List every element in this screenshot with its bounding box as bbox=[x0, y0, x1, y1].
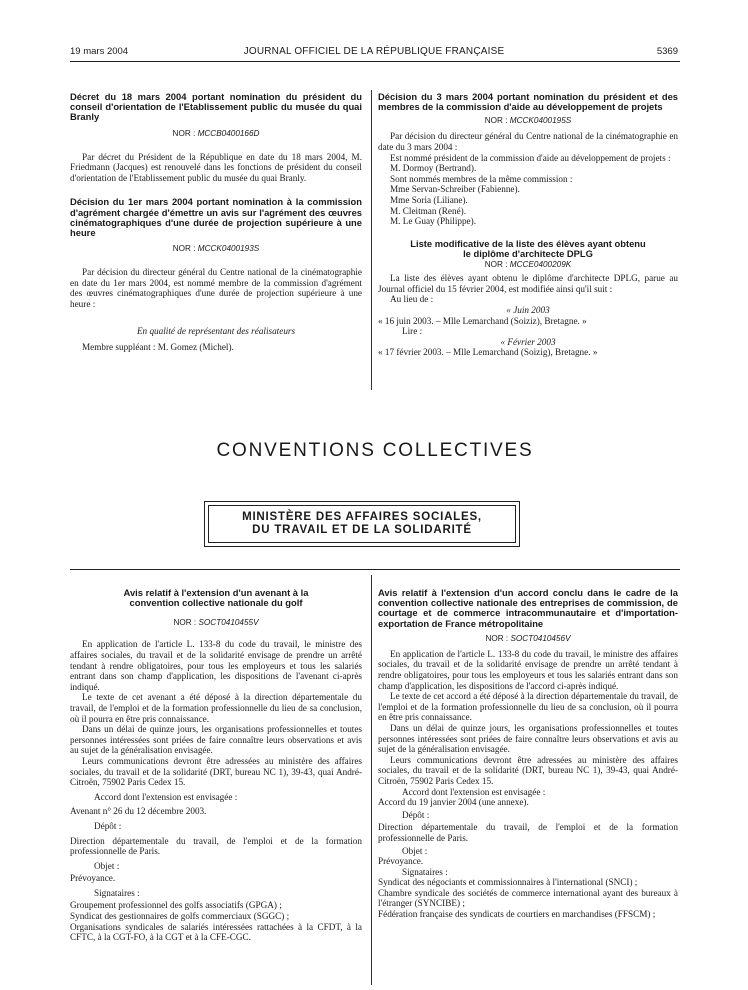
signataire-line: Chambre syndicale des sociétés de commerce international ayant des bureaux à l'étranger (SYNCIBE) ; bbox=[378, 887, 678, 909]
left-top-column bbox=[70, 92, 362, 353]
article-paragraph: Par décision du directeur général du Centre national de la cinématographie en date du 1er mars 2004, est nommé membre de la commission d'agrément des œuvres cinématographiques d'une durée de projection supérieure à une heure : bbox=[70, 267, 362, 309]
column-divider-top bbox=[371, 90, 372, 390]
member-line: Mme Servan-Schreiber (Fabienne). bbox=[390, 184, 520, 195]
right-bottom-column bbox=[378, 588, 678, 920]
list-line: « 17 février 2003. – Mlle Lemarchand (Soizig), Bretagne. » bbox=[378, 347, 598, 358]
article-title: Liste modificative de la liste des élèves ayant obtenu le diplôme d'architecte DPLG bbox=[410, 237, 646, 259]
article-paragraph: Leurs communications devront être adressées au ministère des affaires sociales, du travail et de la solidarité (DRT, bureau NC 1), 39-43, quai André-Citroën, 75902 Paris Cedex 15. bbox=[378, 754, 678, 786]
left-bottom-column bbox=[70, 588, 362, 943]
depot-label: Dépôt : bbox=[94, 820, 122, 831]
article-title: Avis relatif à l'extension d'un accord conclu dans le cadre de la convention collective nationale des entreprises de commission, de courtage et de commerce intracommunautaire et d'importation-exportation de France métropolitaine bbox=[378, 587, 678, 629]
objet-label: Objet : bbox=[402, 845, 428, 856]
article-title: Décision du 3 mars 2004 portant nomination du président et des membres de la commission d'aide au développement de projets bbox=[378, 91, 678, 113]
ministry-box bbox=[208, 505, 516, 543]
members-intro: Sont nommés membres de la même commission : bbox=[390, 173, 573, 184]
article-paragraph: Dans un délai de quinze jours, les organisations professionnelles et toutes personnes intéressées sont priées de faire connaître leurs observations et avis au sujet de la généralisation envisagée. bbox=[70, 724, 362, 756]
signataire-line: Fédération française des syndicats de courtiers en marchandises (FFSCM) ; bbox=[378, 909, 656, 920]
depot-value: Direction départementale du travail, de l'emploi et de la formation professionnelle de Paris. bbox=[378, 822, 678, 843]
header-journal-title: JOURNAL OFFICIEL DE LA RÉPUBLIQUE FRANÇAISE bbox=[243, 46, 505, 57]
article-paragraph: Par décision du directeur général du Centre national de la cinématographie en date du 3 mars 2004 : bbox=[378, 131, 678, 152]
objet-value: Prévoyance. bbox=[378, 856, 424, 867]
nor-reference: NOR : MCCK0400195S bbox=[484, 116, 572, 126]
accord-label: Accord dont l'extension est envisagée : bbox=[402, 786, 546, 797]
nor-reference: NOR : MCCB0400166D bbox=[172, 128, 260, 138]
accord-value: Accord du 19 janvier 2004 (une annexe). bbox=[378, 797, 529, 808]
nor-reference: NOR : MCCK0400193S bbox=[172, 244, 260, 254]
article-paragraph: En application de l'article L. 133-8 du code du travail, le ministre des affaires sociales, du travail et de la solidarité envisage de prendre un arrêté tendant à rendre obligatoires, pour tous les employeurs et tous les salariés entrant dans son champ d'application, les dispositions de l'accord ci-après indiqué. bbox=[378, 648, 678, 691]
ministry-line: MINISTÈRE DES AFFAIRES SOCIALES, bbox=[242, 511, 482, 523]
president-line: M. Dormoy (Bertrand). bbox=[390, 163, 477, 174]
depot-value: Direction départementale du travail, de l'emploi et de la formation professionnelle de Paris. bbox=[70, 835, 362, 857]
nor-reference: NOR : SOCT0410455V bbox=[173, 618, 259, 628]
objet-label: Objet : bbox=[94, 860, 120, 871]
article-paragraph: Dans un délai de quinze jours, les organisations professionnelles et toutes personnes intéressées sont priées de faire connaître leurs observations et avis au sujet de la généralisation envisagée. bbox=[378, 722, 678, 755]
article-title: Avis relatif à l'extension d'un avenant à la convention collective nationale du golf bbox=[123, 587, 309, 609]
member-line: M. Le Guay (Philippe). bbox=[390, 216, 476, 227]
article-title: Décision du 1er mars 2004 portant nomination à la commission d'agrément chargée d'émettre un avis sur l'agrément des œuvres cinématographiques d'une durée de projection supérieure à une heure bbox=[70, 196, 362, 238]
section-rule bbox=[70, 569, 680, 570]
date-heading: « Juin 2003 bbox=[506, 304, 550, 315]
signataire-line: Organisations syndicales de salariés intéressées rattachées à la CFDT, à la CFTC, à la CGT-FO, à la CGT et à la CFE-CGC. bbox=[70, 921, 362, 943]
accord-label: Accord dont l'extension est envisagée : bbox=[94, 791, 238, 802]
right-top-column bbox=[378, 92, 678, 358]
article-title: Décret du 18 mars 2004 portant nomination du président du conseil d'orientation de l'Etablissement public du musée du quai Branly bbox=[70, 91, 362, 123]
signataire-line: Syndicat des négociants et commissionnaires à l'international (SNCI) ; bbox=[378, 877, 638, 888]
article-paragraph: En application de l'article L. 133-8 du code du travail, le ministre des affaires sociales, du travail et de la solidarité envisage de prendre un arrêté tendant à rendre obligatoires, pour tous les employeurs et tous les salariés entrant dans son champ d'application, les dispositions de l'avenant ci-après indiqué. bbox=[70, 639, 362, 692]
nor-reference: NOR : MCCE0400209K bbox=[484, 260, 572, 270]
subheading: En qualité de représentant des réalisateurs bbox=[136, 325, 296, 336]
article-paragraph: Le texte de cet avenant a été déposé à la direction départementale du travail, de l'emploi et de la formation professionnelle du lieu de sa conclusion, où il pourra en être pris connaissance. bbox=[70, 692, 362, 724]
au-lieu-label: Au lieu de : bbox=[390, 294, 434, 305]
signataire-line: Groupement professionnel des golfs associatifs (GPGA) ; bbox=[70, 900, 282, 911]
signataire-line: Syndicat des gestionnaires de golfs commerciaux (SGGC) ; bbox=[70, 911, 290, 922]
ministry-line: DU TRAVAIL ET DE LA SOLIDARITÉ bbox=[252, 524, 472, 536]
article-paragraph: La liste des élèves ayant obtenu le diplôme d'architecte DPLG, parue au Journal officiel du 15 février 2004, est modifiée ainsi qu'il suit : bbox=[378, 273, 678, 294]
lire-label: Lire : bbox=[402, 326, 423, 337]
signataires-label: Signataires : bbox=[94, 887, 140, 898]
objet-value: Prévoyance. bbox=[70, 873, 116, 884]
list-line: « 16 juin 2003. – Mlle Lemarchand (Soiziz), Bretagne. » bbox=[378, 315, 587, 326]
article-paragraph: Le texte de cet accord a été déposé à la direction départementale du travail, de l'emploi et de la formation professionnelle du lieu de sa conclusion, où il pourra en être pris connaissance. bbox=[378, 691, 678, 723]
accord-value: Avenant n° 26 du 12 décembre 2003. bbox=[70, 806, 207, 817]
member-line: Mme Soria (Liliane). bbox=[390, 194, 468, 205]
nor-reference: NOR : SOCT0410456V bbox=[485, 633, 571, 643]
header-date: 19 mars 2004 bbox=[70, 46, 129, 57]
column-divider-bottom bbox=[371, 575, 372, 985]
depot-label: Dépôt : bbox=[402, 809, 430, 820]
signataires-label: Signataires : bbox=[402, 866, 448, 877]
header-page-number: 5369 bbox=[656, 46, 678, 57]
header-rule bbox=[70, 61, 680, 62]
article-paragraph: Leurs communications devront être adressées au ministère des affaires sociales, du travail et de la solidarité (DRT, bureau NC 1), 39-43, quai André-Citroën, 75902 Paris Cedex 15. bbox=[70, 755, 362, 788]
article-paragraph: Est nommé président de la commission d'aide au développement de projets : bbox=[390, 152, 671, 163]
member-line: Membre suppléant : M. Gomez (Michel). bbox=[82, 342, 234, 353]
article-paragraph: Par décret du Président de la République en date du 18 mars 2004, M. Friedmann (Jacques) est renouvelé dans les fonctions de président du conseil d'orientation de l'Etablissement public du musée du quai Branly. bbox=[70, 151, 362, 183]
member-line: M. Cleitman (René). bbox=[390, 205, 467, 216]
date-heading: « Février 2003 bbox=[500, 336, 556, 347]
section-title: CONVENTIONS COLLECTIVES bbox=[216, 440, 534, 461]
